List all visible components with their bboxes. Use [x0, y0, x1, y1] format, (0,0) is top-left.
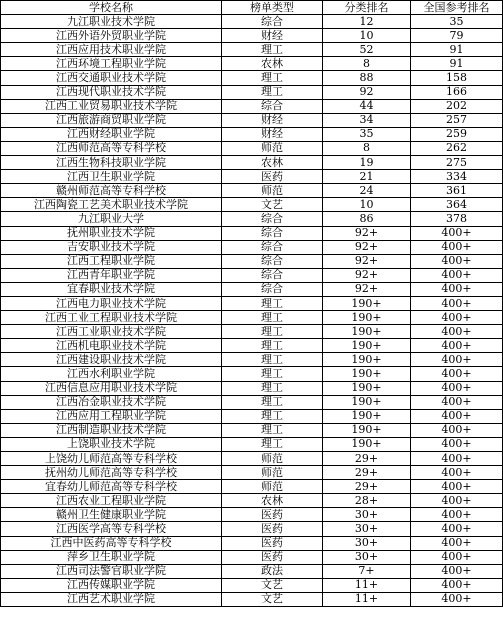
table-row: [1, 170, 503, 184]
cell-national-rank: 400+: [411, 494, 503, 508]
cell-list-type: 文艺: [222, 592, 323, 606]
cell-national-rank: 166: [411, 85, 503, 99]
cell-national-rank: 79: [411, 29, 503, 43]
cell-list-type: 综合: [222, 99, 323, 113]
table-row: [1, 141, 503, 155]
cell-category-rank: 44: [323, 99, 411, 113]
cell-list-type: 政法: [222, 564, 323, 578]
table-row: [1, 71, 503, 85]
cell-school-name: 江西师范高等专科学校: [1, 141, 222, 155]
cell-category-rank: 92+: [323, 254, 411, 268]
cell-list-type: 农林: [222, 494, 323, 508]
table-row: [1, 452, 503, 466]
cell-category-rank: 190+: [323, 325, 411, 339]
cell-national-rank: 334: [411, 170, 503, 184]
cell-school-name: 萍乡卫生职业学院: [1, 550, 222, 564]
cell-national-rank: 262: [411, 141, 503, 155]
cell-list-type: 理工: [222, 353, 323, 367]
table-row: [1, 409, 503, 423]
cell-list-type: 理工: [222, 296, 323, 310]
cell-category-rank: 30+: [323, 522, 411, 536]
cell-national-rank: 400+: [411, 282, 503, 296]
cell-category-rank: 30+: [323, 536, 411, 550]
cell-school-name: 江西建设职业技术学院: [1, 353, 222, 367]
table-row: [1, 395, 503, 409]
cell-list-type: 理工: [222, 311, 323, 325]
cell-list-type: 医药: [222, 170, 323, 184]
cell-school-name: 江西传媒职业学院: [1, 578, 222, 592]
cell-national-rank: 400+: [411, 452, 503, 466]
table-row: [1, 325, 503, 339]
cell-school-name: 江西冶金职业技术学院: [1, 395, 222, 409]
cell-national-rank: 378: [411, 212, 503, 226]
table-row: [1, 466, 503, 480]
cell-list-type: 理工: [222, 339, 323, 353]
header-list-type: 榜单类型: [222, 1, 323, 15]
cell-list-type: 理工: [222, 85, 323, 99]
table-row: [1, 367, 503, 381]
cell-school-name: 江西旅游商贸职业学院: [1, 113, 222, 127]
cell-national-rank: 400+: [411, 409, 503, 423]
cell-school-name: 江西制造职业技术学院: [1, 423, 222, 437]
cell-national-rank: 259: [411, 127, 503, 141]
cell-national-rank: 400+: [411, 423, 503, 437]
cell-national-rank: 158: [411, 71, 503, 85]
cell-category-rank: 10: [323, 198, 411, 212]
cell-category-rank: 21: [323, 170, 411, 184]
cell-category-rank: 34: [323, 113, 411, 127]
table-row: [1, 226, 503, 240]
cell-category-rank: 190+: [323, 381, 411, 395]
cell-national-rank: 400+: [411, 339, 503, 353]
table-row: [1, 564, 503, 578]
header-category-rank: 分类排名: [323, 1, 411, 15]
cell-list-type: 师范: [222, 480, 323, 494]
table-row: [1, 43, 503, 57]
cell-school-name: 江西工程职业学院: [1, 254, 222, 268]
cell-national-rank: 400+: [411, 536, 503, 550]
cell-national-rank: 361: [411, 184, 503, 198]
cell-category-rank: 86: [323, 212, 411, 226]
cell-school-name: 江西应用技术职业学院: [1, 43, 222, 57]
cell-category-rank: 12: [323, 15, 411, 29]
cell-school-name: 抚州幼儿师范高等专科学校: [1, 466, 222, 480]
cell-category-rank: 190+: [323, 409, 411, 423]
table-row: [1, 578, 503, 592]
table-row: [1, 494, 503, 508]
cell-category-rank: 30+: [323, 550, 411, 564]
cell-category-rank: 10: [323, 29, 411, 43]
cell-category-rank: 24: [323, 184, 411, 198]
cell-list-type: 师范: [222, 141, 323, 155]
cell-list-type: 综合: [222, 240, 323, 254]
cell-national-rank: 257: [411, 113, 503, 127]
table-row: [1, 29, 503, 43]
cell-category-rank: 52: [323, 43, 411, 57]
cell-school-name: 江西外语外贸职业学院: [1, 29, 222, 43]
cell-list-type: 综合: [222, 254, 323, 268]
cell-school-name: 江西工业工程职业技术学院: [1, 311, 222, 325]
cell-national-rank: 400+: [411, 226, 503, 240]
table-body: [1, 15, 503, 607]
cell-category-rank: 8: [323, 141, 411, 155]
table-row: [1, 85, 503, 99]
table-header: [1, 1, 503, 15]
cell-category-rank: 29+: [323, 452, 411, 466]
cell-national-rank: 400+: [411, 311, 503, 325]
cell-school-name: 江西司法警官职业学院: [1, 564, 222, 578]
cell-category-rank: 190+: [323, 353, 411, 367]
cell-list-type: 理工: [222, 381, 323, 395]
cell-school-name: 江西农业工程职业学院: [1, 494, 222, 508]
cell-list-type: 师范: [222, 466, 323, 480]
cell-school-name: 江西财经职业学院: [1, 127, 222, 141]
cell-school-name: 江西信息应用职业技术学院: [1, 381, 222, 395]
cell-national-rank: 91: [411, 43, 503, 57]
cell-list-type: 综合: [222, 15, 323, 29]
table-row: [1, 339, 503, 353]
table-row: [1, 240, 503, 254]
cell-school-name: 赣州师范高等专科学校: [1, 184, 222, 198]
header-school-name: 学校名称: [1, 1, 222, 15]
cell-national-rank: 400+: [411, 367, 503, 381]
cell-category-rank: 8: [323, 57, 411, 71]
table-row: [1, 353, 503, 367]
cell-school-name: 江西中医药高等专科学校: [1, 536, 222, 550]
cell-list-type: 理工: [222, 437, 323, 451]
cell-list-type: 医药: [222, 550, 323, 564]
cell-list-type: 医药: [222, 508, 323, 522]
cell-national-rank: 35: [411, 15, 503, 29]
cell-category-rank: 92+: [323, 240, 411, 254]
cell-national-rank: 400+: [411, 381, 503, 395]
cell-category-rank: 190+: [323, 395, 411, 409]
cell-category-rank: 92+: [323, 268, 411, 282]
table-row: [1, 99, 503, 113]
cell-national-rank: 91: [411, 57, 503, 71]
cell-list-type: 理工: [222, 409, 323, 423]
cell-school-name: 吉安职业技术学院: [1, 240, 222, 254]
cell-school-name: 江西现代职业技术学院: [1, 85, 222, 99]
cell-category-rank: 11+: [323, 578, 411, 592]
cell-national-rank: 400+: [411, 592, 503, 606]
cell-category-rank: 88: [323, 71, 411, 85]
cell-school-name: 宜春职业技术学院: [1, 282, 222, 296]
table-row: [1, 268, 503, 282]
cell-national-rank: 400+: [411, 268, 503, 282]
cell-category-rank: 190+: [323, 296, 411, 310]
cell-list-type: 理工: [222, 423, 323, 437]
cell-category-rank: 190+: [323, 367, 411, 381]
cell-list-type: 师范: [222, 184, 323, 198]
table-row: [1, 437, 503, 451]
cell-category-rank: 29+: [323, 480, 411, 494]
cell-list-type: 理工: [222, 395, 323, 409]
cell-category-rank: 190+: [323, 423, 411, 437]
cell-list-type: 理工: [222, 43, 323, 57]
cell-national-rank: 400+: [411, 578, 503, 592]
cell-school-name: 上饶职业技术学院: [1, 437, 222, 451]
cell-school-name: 江西青年职业学院: [1, 268, 222, 282]
cell-category-rank: 11+: [323, 592, 411, 606]
cell-national-rank: 400+: [411, 564, 503, 578]
cell-national-rank: 275: [411, 156, 503, 170]
cell-category-rank: 28+: [323, 494, 411, 508]
cell-list-type: 综合: [222, 282, 323, 296]
table-row: [1, 113, 503, 127]
cell-category-rank: 190+: [323, 311, 411, 325]
cell-school-name: 江西工业职业技术学院: [1, 325, 222, 339]
cell-national-rank: 400+: [411, 325, 503, 339]
cell-school-name: 江西卫生职业学院: [1, 170, 222, 184]
cell-category-rank: 190+: [323, 339, 411, 353]
table-row: [1, 592, 503, 606]
cell-list-type: 文艺: [222, 198, 323, 212]
cell-national-rank: 400+: [411, 522, 503, 536]
cell-list-type: 医药: [222, 522, 323, 536]
cell-school-name: 九江职业大学: [1, 212, 222, 226]
table-row: [1, 381, 503, 395]
cell-national-rank: 364: [411, 198, 503, 212]
cell-national-rank: 400+: [411, 240, 503, 254]
table-row: [1, 127, 503, 141]
cell-school-name: 江西环境工程职业学院: [1, 57, 222, 71]
table-row: [1, 282, 503, 296]
cell-school-name: 江西生物科技职业学院: [1, 156, 222, 170]
cell-national-rank: 400+: [411, 437, 503, 451]
table-row: [1, 254, 503, 268]
cell-list-type: 农林: [222, 57, 323, 71]
header-national-rank: 全国参考排名: [411, 1, 503, 15]
cell-school-name: 江西机电职业技术学院: [1, 339, 222, 353]
cell-national-rank: 202: [411, 99, 503, 113]
cell-category-rank: 92+: [323, 226, 411, 240]
table-row: [1, 15, 503, 29]
cell-school-name: 江西电力职业技术学院: [1, 296, 222, 310]
table-row: [1, 480, 503, 494]
cell-category-rank: 30+: [323, 508, 411, 522]
table-row: [1, 522, 503, 536]
table-row: [1, 311, 503, 325]
cell-category-rank: 7+: [323, 564, 411, 578]
table-row: [1, 508, 503, 522]
cell-category-rank: 29+: [323, 466, 411, 480]
cell-category-rank: 19: [323, 156, 411, 170]
cell-list-type: 财经: [222, 127, 323, 141]
table-row: [1, 423, 503, 437]
cell-list-type: 师范: [222, 452, 323, 466]
cell-list-type: 综合: [222, 212, 323, 226]
cell-school-name: 宜春幼儿师范高等专科学校: [1, 480, 222, 494]
table-row: [1, 296, 503, 310]
cell-list-type: 综合: [222, 268, 323, 282]
cell-school-name: 赣州卫生健康职业学院: [1, 508, 222, 522]
cell-list-type: 理工: [222, 325, 323, 339]
table-row: [1, 156, 503, 170]
cell-national-rank: 400+: [411, 395, 503, 409]
cell-category-rank: 190+: [323, 437, 411, 451]
cell-list-type: 财经: [222, 113, 323, 127]
cell-list-type: 农林: [222, 156, 323, 170]
cell-category-rank: 35: [323, 127, 411, 141]
cell-national-rank: 400+: [411, 466, 503, 480]
cell-national-rank: 400+: [411, 550, 503, 564]
cell-school-name: 江西应用工程职业学院: [1, 409, 222, 423]
cell-school-name: 江西工业贸易职业技术学院: [1, 99, 222, 113]
cell-list-type: 理工: [222, 71, 323, 85]
cell-school-name: 江西水利职业学院: [1, 367, 222, 381]
cell-school-name: 上饶幼儿师范高等专科学校: [1, 452, 222, 466]
table-row: [1, 198, 503, 212]
table-row: [1, 184, 503, 198]
table-row: [1, 212, 503, 226]
cell-list-type: 文艺: [222, 578, 323, 592]
header-row: [1, 1, 503, 15]
cell-school-name: 江西交通职业技术学院: [1, 71, 222, 85]
table-row: [1, 550, 503, 564]
cell-school-name: 抚州职业技术学院: [1, 226, 222, 240]
cell-list-type: 理工: [222, 367, 323, 381]
cell-school-name: 江西陶瓷工艺美术职业技术学院: [1, 198, 222, 212]
cell-list-type: 医药: [222, 536, 323, 550]
cell-category-rank: 92: [323, 85, 411, 99]
cell-list-type: 财经: [222, 29, 323, 43]
cell-category-rank: 92+: [323, 282, 411, 296]
cell-school-name: 九江职业技术学院: [1, 15, 222, 29]
cell-national-rank: 400+: [411, 508, 503, 522]
cell-national-rank: 400+: [411, 353, 503, 367]
cell-national-rank: 400+: [411, 254, 503, 268]
cell-national-rank: 400+: [411, 480, 503, 494]
table-row: [1, 536, 503, 550]
cell-school-name: 江西医学高等专科学校: [1, 522, 222, 536]
cell-national-rank: 400+: [411, 296, 503, 310]
table-row: [1, 57, 503, 71]
cell-school-name: 江西艺术职业学院: [1, 592, 222, 606]
cell-list-type: 综合: [222, 226, 323, 240]
